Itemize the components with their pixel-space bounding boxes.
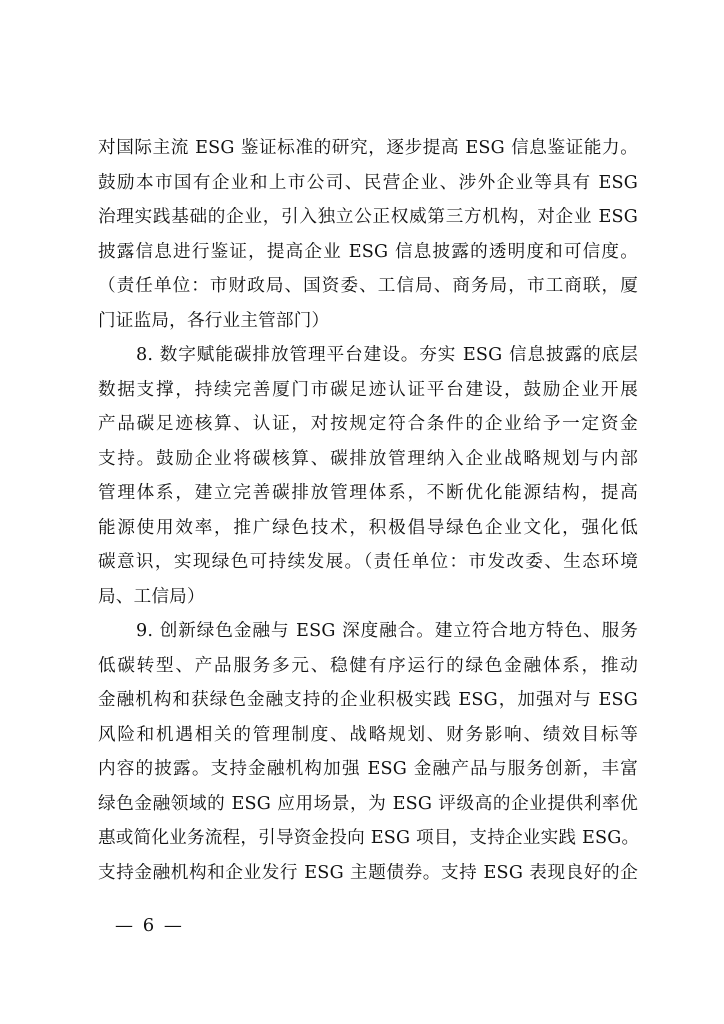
text-line: 低碳转型、产品服务多元、稳健有序运行的绿色金融体系，推动	[98, 655, 638, 676]
text-line: 鼓励本市国有企业和上市公司、民营企业、涉外企业等具有 ESG	[98, 172, 638, 193]
text-line: 碳意识，实现绿色可持续发展。（责任单位：市发改委、生态环境	[98, 552, 638, 572]
text-line: 披露信息进行鉴证，提高企业 ESG 信息披露的透明度和可信度。	[98, 241, 638, 262]
text-line: 惠或简化业务流程，引导资金投向 ESG 项目，支持企业实践 ESG。	[98, 828, 640, 848]
item-8-heading-line: 8. 数字赋能碳排放管理平台建设。夯实 ESG 信息披露的底层	[136, 345, 638, 365]
text-line: 产品碳足迹核算、认证，对按规定符合条件的企业给予一定资金	[98, 414, 638, 434]
body-text	[98, 131, 638, 890]
page-number: — 6 —	[115, 915, 184, 936]
text-line: 局、工信局）	[98, 586, 205, 607]
text-line: 支持。鼓励企业将碳核算、碳排放管理纳入企业战略规划与内部	[98, 448, 638, 469]
text-line: 数据支撑，持续完善厦门市碳足迹认证平台建设，鼓励企业开展	[98, 379, 638, 400]
text-line: 支持金融机构和企业发行 ESG 主题债券。支持 ESG 表现良好的企	[98, 862, 638, 883]
text-line: 绿色金融领域的 ESG 应用场景，为 ESG 评级高的企业提供利率优	[98, 793, 638, 814]
text-line: 风险和机遇相关的管理制度、战略规划、财务影响、绩效目标等	[98, 724, 638, 745]
text-line: 金融机构和获绿色金融支持的企业积极实践 ESG，加强对与 ESG	[98, 690, 638, 710]
text-line: 管理体系，建立完善碳排放管理体系，不断优化能源结构，提高	[98, 483, 638, 503]
item-9-heading-line: 9. 创新绿色金融与 ESG 深度融合。建立符合地方特色、服务	[136, 621, 638, 641]
text-line: 内容的披露。支持金融机构加强 ESG 金融产品与服务创新，丰富	[98, 759, 638, 779]
text-line: （责任单位：市财政局、国资委、工信局、商务局，市工商联，厦	[98, 276, 638, 296]
text-line: 门证监局，各行业主管部门）	[98, 310, 330, 331]
text-line: 对国际主流 ESG 鉴证标准的研究，逐步提高 ESG 信息鉴证能力。	[98, 138, 638, 158]
text-line: 治理实践基础的企业，引入独立公正权威第三方机构，对企业 ESG	[98, 207, 638, 227]
text-line: 能源使用效率，推广绿色技术，积极倡导绿色企业文化，强化低	[98, 517, 638, 538]
